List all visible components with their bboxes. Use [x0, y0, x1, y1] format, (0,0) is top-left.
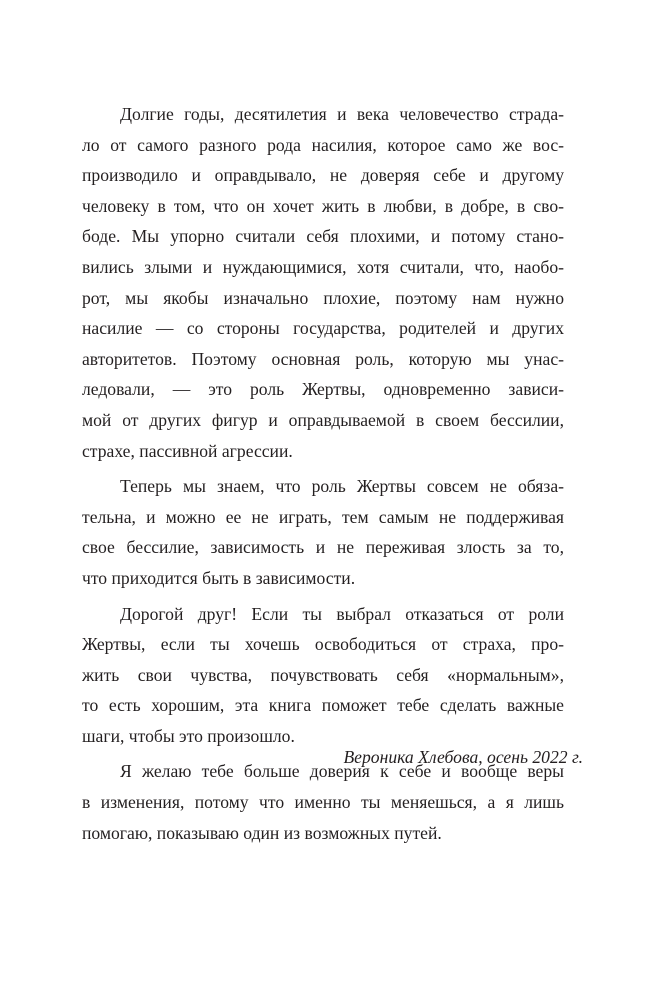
- text-line: мой от других фигур и оправдываемой в своем бессилии,: [82, 409, 564, 430]
- text-line: вились злыми и нуждающимися, хотя считали, что, наобо-: [82, 256, 564, 277]
- paragraph: [82, 99, 564, 466]
- text-line: человеку в том, что он хочет жить в любви, в добре, в сво-: [82, 195, 564, 216]
- text-line: помогаю, показываю один из возможных путей.: [82, 822, 442, 843]
- text-line: в изменения, потому что именно ты меняешься, а я лишь: [82, 792, 564, 813]
- text-line: Долгие годы, десятилетия и века человечество страда-: [120, 104, 564, 124]
- text-line: ло от самого разного рода насилия, которое само же вос-: [82, 134, 564, 155]
- text-line: Дорогой друг! Если ты выбрал отказаться от роли: [120, 603, 564, 624]
- paragraph: [82, 599, 564, 752]
- text-line: то есть хорошим, эта книга поможет тебе сделать важные: [82, 695, 564, 716]
- text-line: боде. Мы упорно считали себя плохими, и потому стано-: [82, 226, 564, 247]
- paragraph: [82, 471, 564, 593]
- text-line: Теперь мы знаем, что роль Жертвы совсем не обяза-: [120, 476, 564, 497]
- text-line: авторитетов. Поэтому основная роль, которую мы унас-: [82, 348, 564, 369]
- text-line: рот, мы якобы изначально плохие, поэтому нам нужно: [82, 287, 564, 308]
- text-line: ледовали, — это роль Жертвы, одновременно зависи-: [82, 379, 564, 400]
- text-line: шаги, чтобы это произошло.: [82, 725, 295, 746]
- text-line: свое бессилие, зависимость и не переживая злость за то,: [82, 537, 564, 558]
- body-text: [82, 99, 564, 848]
- text-line: Я желаю тебе больше доверия к себе и вообще веры: [120, 761, 564, 782]
- text-line: насилие — со стороны государства, родителей и других: [82, 318, 564, 339]
- text-line: производило и оправдывало, не доверяя себе и другому: [82, 165, 564, 186]
- text-line: Жертвы, если ты хочешь освободиться от страха, про-: [82, 634, 564, 655]
- author-signature: Вероника Хлебова, осень 2022 г.: [343, 747, 583, 767]
- text-line: жить свои чувства, почувствовать себя «нормальным»,: [82, 664, 564, 685]
- text-line: тельна, и можно ее не играть, тем самым не поддерживая: [82, 506, 564, 527]
- text-line: что приходится быть в зависимости.: [82, 567, 356, 588]
- text-line: страхе, пассивной агрессии.: [82, 440, 293, 461]
